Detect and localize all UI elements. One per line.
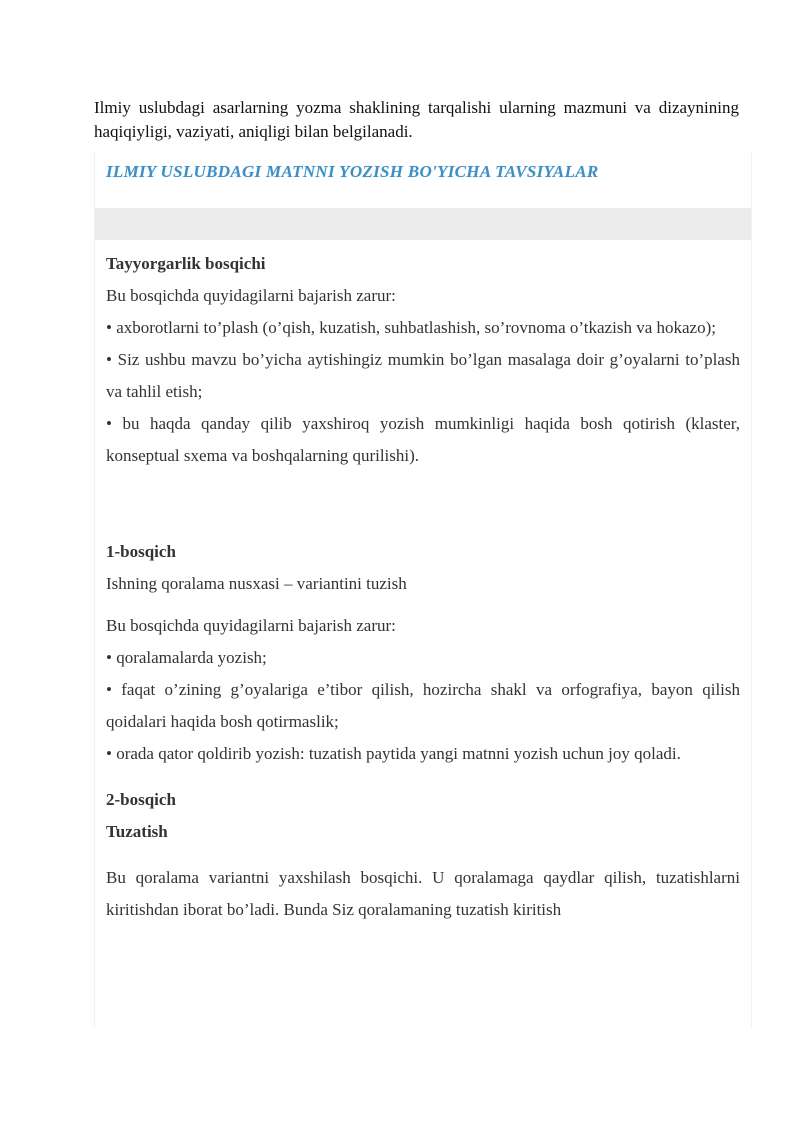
stage1-lead: Bu bosqichda quyidagilarni bajarish zarur: xyxy=(106,616,396,635)
stage2-text: Bu qoralama variantni yaxshilash bosqichi. U qoralamaga qaydlar qilish, tuzatishlarni kiritishdan iborat bo’ladi. Bunda Siz qoralamaning tuzatish kiritish xyxy=(106,868,740,919)
prep-item-2: • Siz ushbu mavzu bo’yicha aytishingiz mumkin bo’lgan masalaga doir g’oyalarni to’plash va tahlil etish; xyxy=(106,350,740,401)
stage1-heading: 1-bosqich xyxy=(106,542,176,561)
stage2-heading: 2-bosqich xyxy=(106,790,176,809)
stage1-subtitle: Ishning qoralama nusxasi – variantini tuzish xyxy=(106,574,407,593)
intro-paragraph: Ilmiy uslubdagi asarlarning yozma shaklining tarqalishi ularning mazmuni va dizaynining haqiqiyligi, vaziyati, aniqligi bilan belgilanadi. xyxy=(94,98,739,141)
panel-title: ILMIY USLUBDAGI MATNNI YOZISH BO'YICHA TAVSIYALAR xyxy=(106,162,599,181)
grey-band xyxy=(95,208,751,240)
stage1-item-3: • orada qator qoldirib yozish: tuzatish paytida yangi matnni yozish uchun joy qoladi. xyxy=(106,744,681,763)
stage1-item-2: • faqat o’zining g’oyalariga e’tibor qilish, hozircha shakl va orfografiya, bayon qilish qoidalari haqida bosh qotirmaslik; xyxy=(106,680,740,731)
prep-heading: Tayyorgarlik bosqichi xyxy=(106,254,266,273)
panel-content xyxy=(106,248,740,926)
prep-lead: Bu bosqichda quyidagilarni bajarish zarur: xyxy=(106,286,396,305)
stage2-subtitle: Tuzatish xyxy=(106,822,168,841)
prep-item-1: • axborotlarni to’plash (o’qish, kuzatish, suhbatlashish, so’rovnoma o’tkazish va hokazo); xyxy=(106,318,716,337)
prep-item-3: • bu haqda qanday qilib yaxshiroq yozish mumkinligi haqida bosh qotirish (klaster, konseptual sxema va boshqalarning qurilishi). xyxy=(106,414,740,465)
stage1-item-1: • qoralamalarda yozish; xyxy=(106,648,267,667)
recommendations-panel xyxy=(94,152,752,1027)
